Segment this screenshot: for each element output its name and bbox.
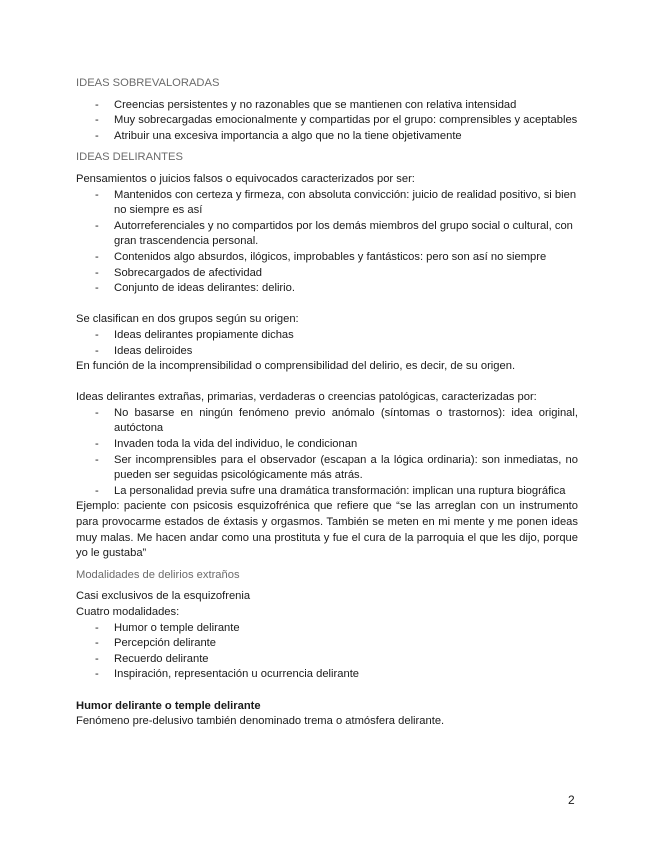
list-item: - Muy sobrecargadas emocionalmente y compartidas por el grupo: comprensibles y aceptables	[76, 113, 578, 129]
list-item: - La personalidad previa sufre una dramática transformación: implican una ruptura biográfica	[76, 484, 578, 500]
list-item: - Ideas deliroides	[76, 344, 578, 360]
modalidades-line2: Cuatro modalidades:	[76, 606, 180, 618]
modalidades-line1: Casi exclusivos de la esquizofrenia	[76, 590, 251, 603]
list-delirantes	[76, 188, 578, 297]
list-item: - Contenidos algo absurdos, ilógicos, improbables y fantásticos: pero son así no siempre	[76, 250, 578, 266]
extranas-intro: Ideas delirantes extrañas, primarias, verdaderas o creencias patológicas, caracterizadas por:	[76, 391, 537, 404]
list-item: - Ideas delirantes propiamente dichas	[76, 328, 578, 344]
list-sobrevaloradas	[76, 98, 578, 145]
list-item: - Percepción delirante	[76, 636, 578, 652]
list-item: - Inspiración, representación u ocurrencia delirante	[76, 667, 578, 683]
list-item: - No basarse en ningún fenómeno previo anómalo (síntomas o trastornos): idea original, autóctona	[76, 406, 578, 437]
list-item: - Creencias persistentes y no razonables que se mantienen con relativa intensidad	[76, 98, 578, 114]
list-item: - Conjunto de ideas delirantes: delirio.	[76, 281, 578, 297]
heading-ideas-sobrevaloradas: IDEAS SOBREVALORADAS	[76, 77, 220, 89]
funcion-text: En función de la incomprensibilidad o comprensibilidad del delirio, es decir, de su origen.	[76, 360, 516, 373]
page-number: 2	[568, 793, 575, 807]
list-modalidades	[76, 621, 578, 683]
delirantes-intro: Pensamientos o juicios falsos o equivocados caracterizados por ser:	[76, 172, 415, 185]
humor-text: Fenómeno pre-delusivo también denominado trema o atmósfera delirante.	[76, 715, 445, 728]
list-item: - Mantenidos con certeza y firmeza, con absoluta convicción: juicio de realidad positivo, si bien no siempre es así	[76, 188, 578, 219]
list-item: - Recuerdo delirante	[76, 652, 578, 668]
list-item: - Ser incomprensibles para el observador (escapan a la lógica ordinaria): son inmediatas, no pueden ser seguidas psicológicamente más atrás.	[76, 453, 578, 484]
list-item: - Humor o temple delirante	[76, 621, 578, 637]
list-item: - Invaden toda la vida del individuo, le condicionan	[76, 437, 578, 453]
list-grupos	[76, 328, 578, 359]
ejemplo-text: Ejemplo: paciente con psicosis esquizofrénica que refiere que “se las arreglan con un instrumento para provocarme estados de éxtasis y orgasmos. También se meten en mi mente y me ponen ideas muy malas. Me hacen andar como una prostituta y fue el cura de la parroquia el que les dijo, porque yo le gustaba”	[76, 500, 578, 560]
list-extranas	[76, 406, 578, 500]
heading-humor-delirante: Humor delirante o temple delirante	[76, 699, 261, 712]
list-item: - Atribuir una excesiva importancia a algo que no la tiene objetivamente	[76, 129, 578, 145]
heading-ideas-delirantes: IDEAS DELIRANTES	[76, 151, 183, 164]
heading-modalidades: Modalidades de delirios extraños	[76, 568, 240, 581]
list-item: - Autorreferenciales y no compartidos por los demás miembros del grupo social o cultural, con gran trascendencia personal.	[76, 219, 578, 250]
list-item: - Sobrecargados de afectividad	[76, 266, 578, 282]
page-content	[76, 76, 578, 730]
clasifican-text: Se clasifican en dos grupos según su origen:	[76, 313, 299, 326]
